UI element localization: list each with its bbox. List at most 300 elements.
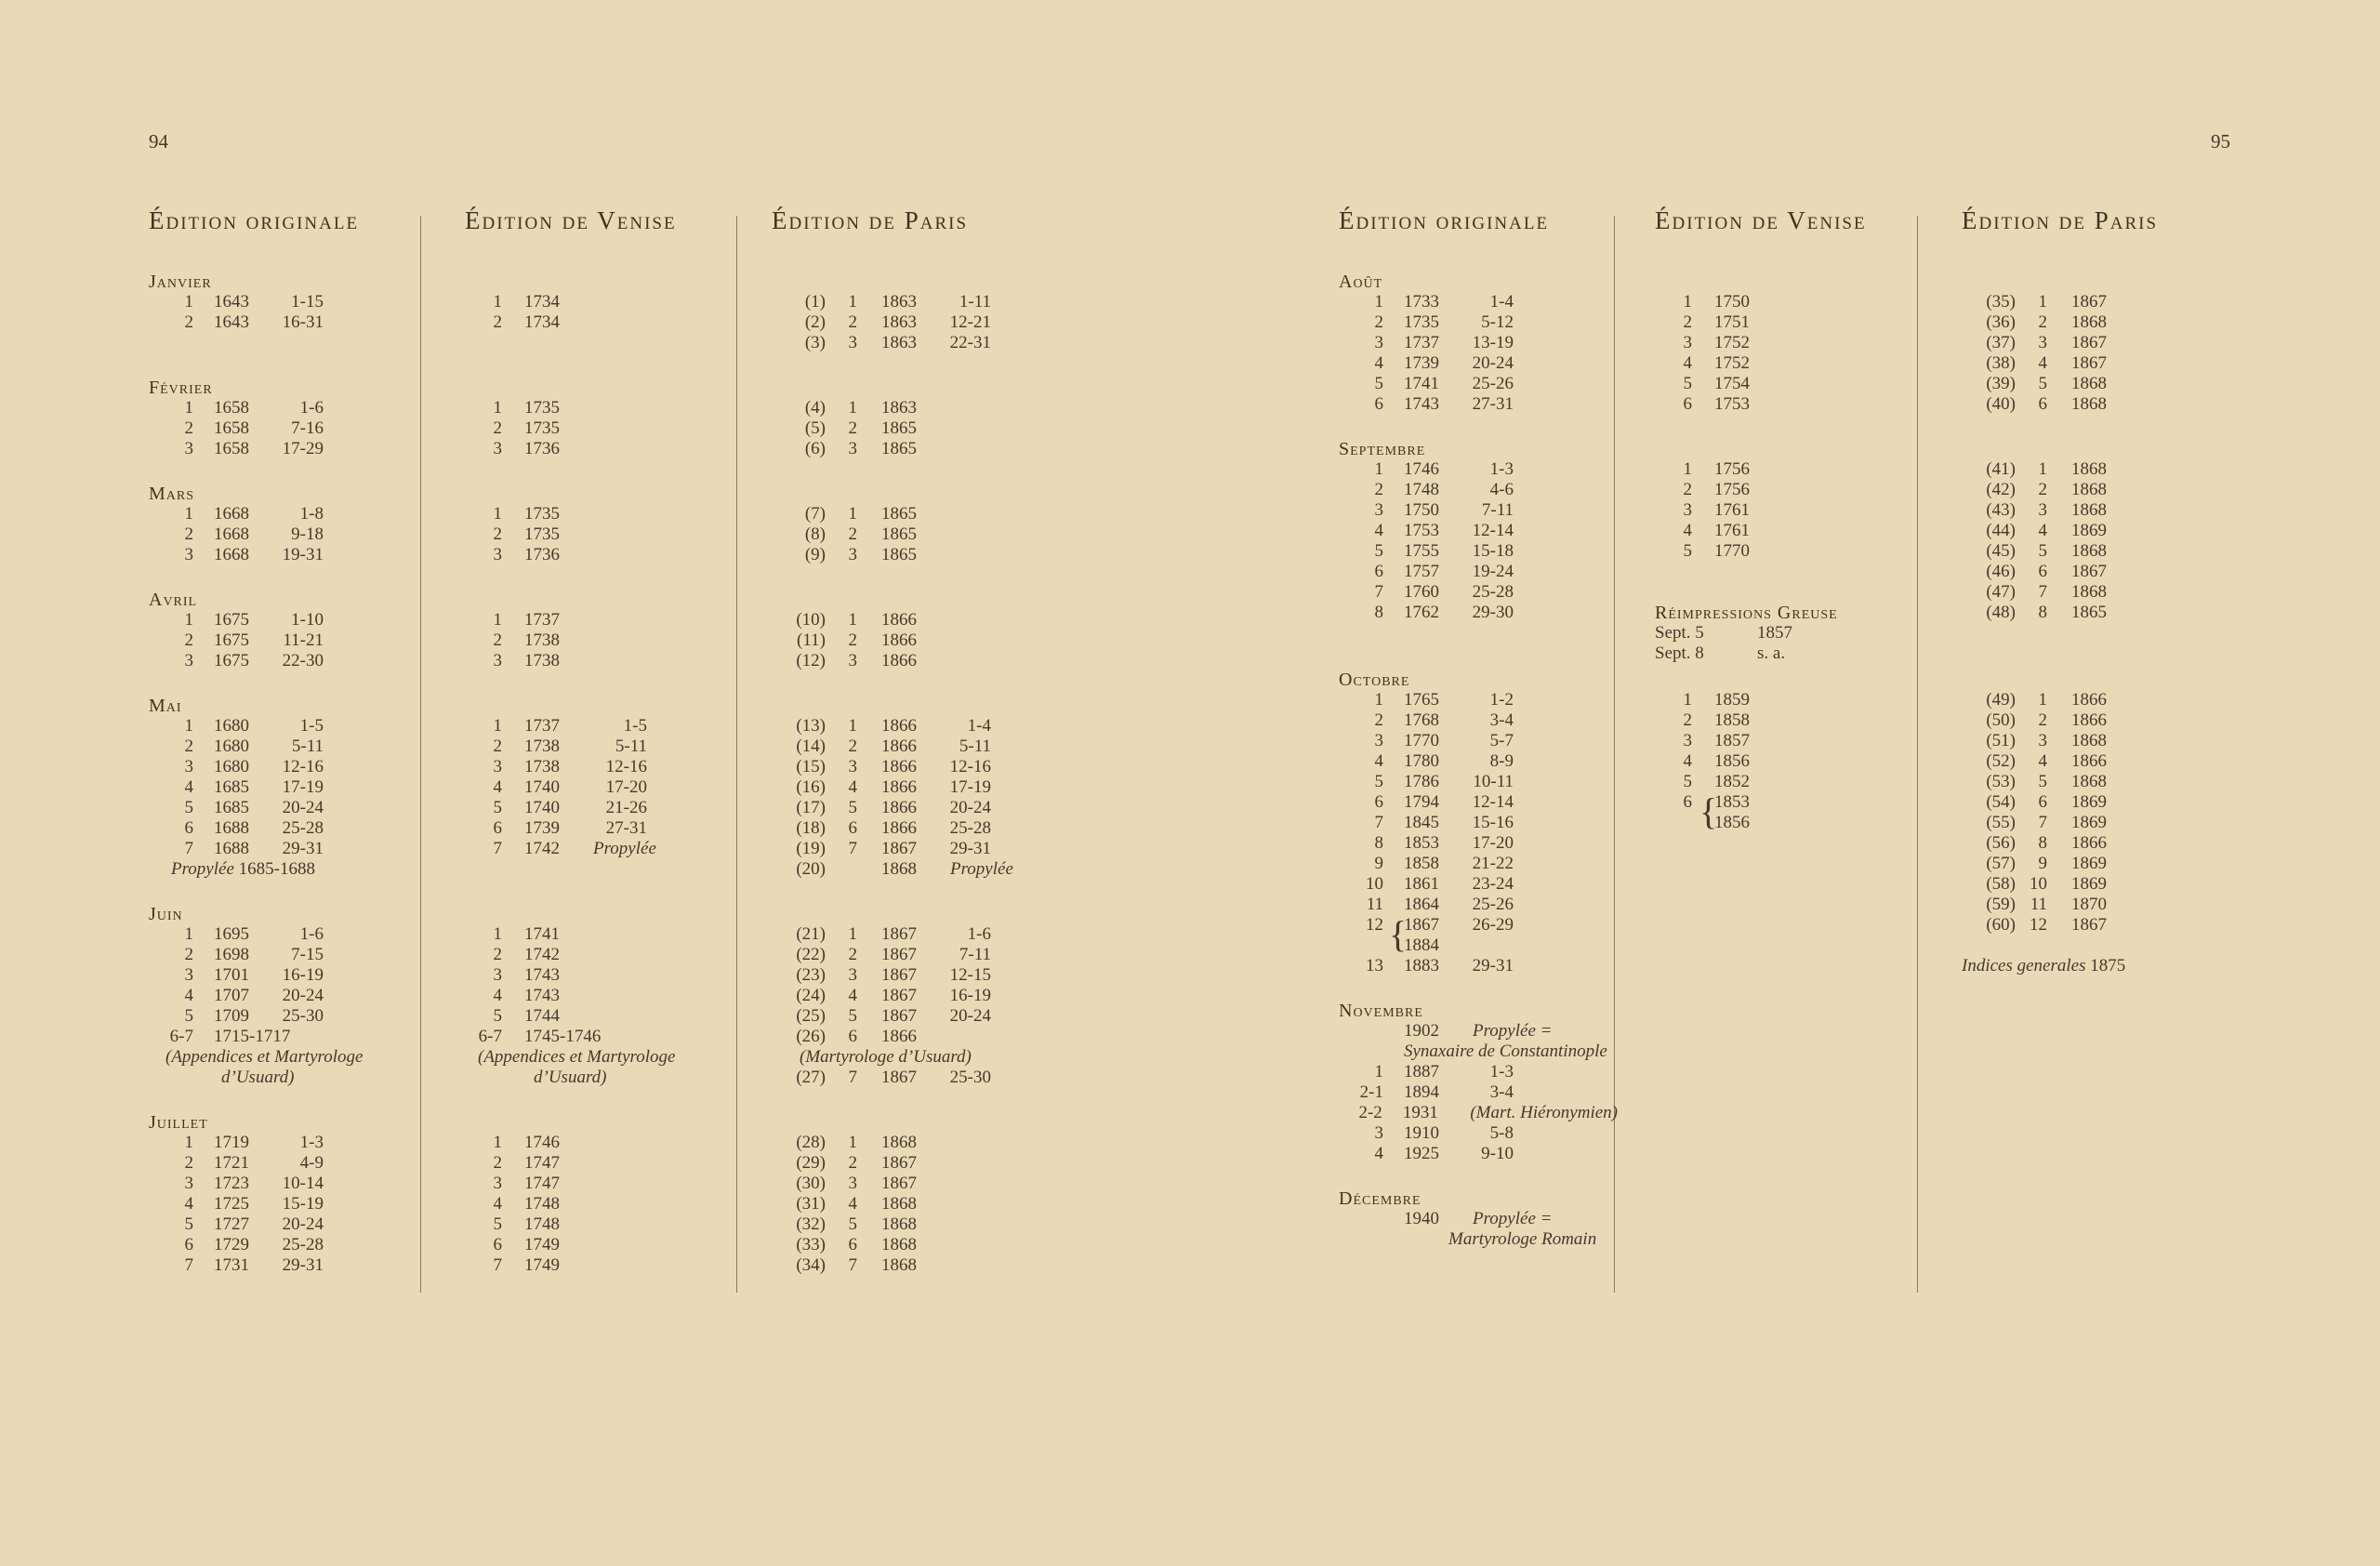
column-edition-paris bbox=[772, 272, 1013, 353]
volume-number: 4 bbox=[493, 777, 502, 797]
volume-number: 2 bbox=[1683, 312, 1692, 332]
paris-ref-tag: (20) bbox=[796, 859, 826, 879]
left-page-table bbox=[149, 272, 1013, 1300]
day-range: 29-30 bbox=[1472, 603, 1514, 622]
edition-row bbox=[772, 1194, 1013, 1214]
edition-row bbox=[149, 1174, 428, 1194]
paris-ref-tag: (26) bbox=[796, 1027, 826, 1046]
edition-year: 1866 bbox=[2071, 751, 2107, 771]
edition-row bbox=[149, 312, 428, 333]
day-range: 1-4 bbox=[967, 716, 991, 736]
edition-row bbox=[465, 398, 725, 418]
edition-row bbox=[149, 818, 428, 839]
edition-year: 1658 bbox=[214, 398, 249, 418]
edition-year: 1866 bbox=[881, 757, 917, 776]
paris-ref-tag: (51) bbox=[1986, 731, 2016, 750]
edition-year: 1867 bbox=[881, 1068, 917, 1087]
edition-year: 1675 bbox=[214, 630, 249, 650]
volume-number: 2 bbox=[184, 945, 193, 964]
edition-row bbox=[465, 1255, 725, 1276]
edition-row bbox=[1962, 854, 2203, 874]
edition-year: 1865 bbox=[881, 524, 917, 544]
day-range: 25-26 bbox=[1472, 374, 1514, 393]
edition-row bbox=[1339, 854, 1618, 874]
edition-year: 1867 bbox=[881, 1174, 917, 1193]
column-header-original-left: Édition originale bbox=[149, 206, 360, 234]
day-range: 17-19 bbox=[949, 777, 991, 797]
volume-number: 3 bbox=[2038, 731, 2047, 750]
month-band bbox=[149, 272, 1013, 353]
column-header-original-right: Édition originale bbox=[1339, 206, 1550, 234]
reprint-row bbox=[1655, 644, 1915, 664]
volume-number: 5 bbox=[184, 798, 193, 817]
day-range: 29-31 bbox=[282, 839, 324, 858]
day-range: 17-29 bbox=[282, 439, 324, 458]
paris-ref-tag: (56) bbox=[1986, 833, 2016, 853]
edition-row bbox=[1339, 500, 1618, 521]
right-page-table bbox=[1339, 272, 2203, 1274]
edition-row bbox=[465, 839, 725, 859]
edition-year: 1745-1746 bbox=[524, 1027, 602, 1046]
edition-year: 1931 bbox=[1402, 1103, 1438, 1122]
month-band bbox=[1339, 1001, 2203, 1164]
volume-number: 3 bbox=[848, 651, 857, 670]
edition-row bbox=[465, 1027, 725, 1047]
edition-row bbox=[149, 737, 428, 757]
volume-number: 7 bbox=[2038, 813, 2047, 832]
edition-row bbox=[149, 398, 428, 418]
volume-number: 4 bbox=[184, 986, 193, 1005]
column-edition-paris bbox=[1962, 1001, 2203, 1164]
reprint-date: Sept. 5 bbox=[1655, 623, 1704, 643]
volume-number: 4 bbox=[184, 777, 193, 797]
edition-year: 1884 bbox=[1404, 936, 1439, 955]
edition-year: 1749 bbox=[524, 1255, 560, 1275]
edition-row bbox=[1962, 792, 2203, 813]
edition-year: 1723 bbox=[214, 1174, 249, 1193]
volume-number: 5 bbox=[1374, 772, 1383, 791]
edition-year: 1857 bbox=[1714, 731, 1750, 750]
edition-year: 1865 bbox=[881, 439, 917, 458]
column-edition-originale bbox=[149, 904, 428, 1088]
edition-row bbox=[772, 945, 1013, 965]
volume-number: 8 bbox=[1374, 833, 1383, 853]
edition-year: 1738 bbox=[524, 757, 560, 776]
edition-row bbox=[1339, 582, 1618, 603]
volume-number: 6 bbox=[493, 1235, 502, 1254]
edition-year: 1863 bbox=[881, 292, 917, 312]
volume-number: 2 bbox=[848, 312, 857, 332]
edition-year: 1868 bbox=[881, 1214, 917, 1234]
volume-number: 2 bbox=[493, 1153, 502, 1173]
day-range: 20-24 bbox=[282, 798, 324, 817]
column-edition-venise bbox=[465, 696, 725, 880]
volume-number: 7 bbox=[184, 1255, 193, 1275]
edition-year: 1866 bbox=[881, 1027, 917, 1046]
edition-row bbox=[465, 716, 725, 737]
month-label: Septembre bbox=[1339, 439, 1426, 459]
volume-number: 3 bbox=[848, 757, 857, 776]
edition-row bbox=[149, 945, 428, 965]
edition-row bbox=[1655, 480, 1915, 500]
volume-number: 8 bbox=[1374, 603, 1383, 622]
volume-number: 6 bbox=[848, 1027, 857, 1046]
edition-year: 1747 bbox=[524, 1153, 560, 1173]
edition-year: 1740 bbox=[524, 777, 560, 797]
day-range: 10-11 bbox=[1473, 772, 1514, 791]
edition-row bbox=[149, 610, 428, 630]
volume-number: 6 bbox=[184, 1235, 193, 1254]
edition-year: 1867 bbox=[881, 1153, 917, 1173]
edition-year: 1868 bbox=[881, 1235, 917, 1254]
edition-year: 1756 bbox=[1714, 459, 1750, 479]
day-range: 1-6 bbox=[299, 398, 324, 418]
edition-year: 1688 bbox=[214, 839, 249, 858]
edition-row bbox=[1962, 374, 2203, 394]
paris-ref-tag: (19) bbox=[796, 839, 826, 858]
volume-number: 8 bbox=[2038, 833, 2047, 853]
column-edition-venise bbox=[1655, 439, 1915, 664]
volume-number: 1 bbox=[184, 292, 193, 312]
edition-row bbox=[1962, 603, 2203, 623]
edition-year: 1864 bbox=[1404, 895, 1439, 914]
day-range: 12-16 bbox=[605, 757, 647, 776]
column-edition-venise bbox=[465, 590, 725, 671]
volume-number: 2 bbox=[493, 630, 502, 650]
column-edition-paris bbox=[772, 904, 1013, 1088]
volume-number: 1 bbox=[493, 292, 502, 312]
edition-year: 1867 bbox=[881, 945, 917, 964]
edition-row bbox=[1962, 895, 2203, 915]
edition-year: 1735 bbox=[524, 418, 560, 438]
day-range: 4-9 bbox=[299, 1153, 324, 1173]
edition-year: 1753 bbox=[1714, 394, 1750, 414]
volume-number: 2 bbox=[493, 737, 502, 756]
edition-row bbox=[1962, 394, 2203, 415]
edition-year: 1748 bbox=[524, 1194, 560, 1214]
volume-number: 1 bbox=[848, 504, 857, 524]
edition-row bbox=[772, 398, 1013, 418]
edition-row bbox=[1339, 731, 1618, 751]
paris-ref-tag: (53) bbox=[1986, 772, 2016, 791]
edition-year: 1902 bbox=[1404, 1021, 1439, 1041]
edition-row bbox=[1339, 459, 1618, 480]
column-edition-venise bbox=[1655, 1188, 1915, 1250]
month-label: Mars bbox=[149, 484, 195, 504]
day-range: 3-4 bbox=[1489, 710, 1514, 730]
edition-year: 1868 bbox=[2071, 541, 2107, 561]
reprint-year: s. a. bbox=[1757, 644, 1786, 663]
column-edition-paris bbox=[772, 1112, 1013, 1276]
volume-number: 5 bbox=[1683, 541, 1692, 561]
paris-ref-tag: (45) bbox=[1986, 541, 2016, 561]
volume-number: 1 bbox=[848, 1133, 857, 1152]
column-edition-venise bbox=[465, 272, 725, 353]
edition-year: 1780 bbox=[1404, 751, 1439, 771]
edition-year: 1925 bbox=[1404, 1144, 1439, 1163]
edition-row bbox=[465, 651, 725, 671]
volume-number: 5 bbox=[184, 1006, 193, 1026]
edition-row bbox=[1655, 333, 1915, 353]
day-range: 1-6 bbox=[299, 924, 324, 944]
paris-ref-tag: (27) bbox=[796, 1068, 826, 1087]
volume-number: 1 bbox=[184, 924, 193, 944]
day-range: 20-24 bbox=[282, 1214, 324, 1234]
volume-number: 3 bbox=[184, 965, 193, 985]
paris-ref-tag: (54) bbox=[1986, 792, 2016, 812]
edition-year: 1866 bbox=[2071, 690, 2107, 710]
edition-row bbox=[1655, 353, 1915, 374]
column-edition-paris bbox=[772, 378, 1013, 459]
edition-row bbox=[1339, 1144, 1618, 1164]
volume-number: 5 bbox=[1374, 541, 1383, 561]
reprint-date: Sept. 8 bbox=[1655, 644, 1704, 663]
column-edition-venise bbox=[465, 484, 725, 565]
edition-row bbox=[772, 716, 1013, 737]
edition-year: 1731 bbox=[214, 1255, 249, 1275]
edition-year: 1867 bbox=[2071, 292, 2107, 312]
paris-ref-tag: (36) bbox=[1986, 312, 2016, 332]
paris-ref-tag: (12) bbox=[796, 651, 826, 670]
edition-year: 1658 bbox=[214, 418, 249, 438]
edition-year: 1866 bbox=[881, 716, 917, 736]
edition-year: 1744 bbox=[524, 1006, 560, 1026]
paris-ref-tag: (59) bbox=[1986, 895, 2016, 914]
volume-number: 2 bbox=[848, 418, 857, 438]
volume-number: 12 bbox=[2030, 915, 2047, 935]
volume-number: 1 bbox=[2038, 690, 2047, 710]
day-range: 7-11 bbox=[1481, 500, 1514, 520]
spacer-line bbox=[1655, 562, 1915, 582]
paris-ref-tag: (14) bbox=[796, 737, 826, 756]
edition-row bbox=[772, 737, 1013, 757]
edition-row bbox=[1962, 772, 2203, 792]
paris-ref-tag: (3) bbox=[804, 333, 826, 352]
paris-ref-tag: (29) bbox=[796, 1153, 826, 1173]
month-band bbox=[1339, 272, 2203, 415]
volume-number: 3 bbox=[184, 545, 193, 564]
day-range: 27-31 bbox=[605, 818, 647, 838]
edition-row bbox=[772, 651, 1013, 671]
edition-row bbox=[149, 504, 428, 524]
edition-row bbox=[149, 1006, 428, 1027]
edition-year: 1685 bbox=[214, 777, 249, 797]
edition-year: 1695 bbox=[214, 924, 249, 944]
note-roman: 1685-1688 bbox=[233, 859, 315, 879]
volume-number: 7 bbox=[1374, 582, 1383, 602]
edition-year: 1738 bbox=[524, 630, 560, 650]
volume-number: 1 bbox=[184, 1133, 193, 1152]
paris-ref-tag: (32) bbox=[796, 1214, 826, 1234]
month-band bbox=[149, 590, 1013, 671]
edition-row bbox=[1962, 333, 2203, 353]
edition-row bbox=[772, 1027, 1013, 1047]
volume-number: 4 bbox=[2038, 751, 2047, 771]
volume-number: 11 bbox=[2030, 895, 2047, 914]
volume-number: 6 bbox=[2038, 792, 2047, 812]
edition-row bbox=[149, 716, 428, 737]
day-range: 20-24 bbox=[949, 798, 991, 817]
paris-ref-tag: (2) bbox=[804, 312, 826, 332]
volume-number: 3 bbox=[493, 965, 502, 985]
note-line bbox=[1962, 956, 2203, 976]
edition-row bbox=[149, 965, 428, 986]
edition-row bbox=[1339, 1123, 1618, 1144]
edition-year: 1866 bbox=[881, 777, 917, 797]
edition-row bbox=[1962, 562, 2203, 582]
volume-number: 6 bbox=[848, 1235, 857, 1254]
edition-row bbox=[1962, 292, 2203, 312]
edition-year: 1794 bbox=[1404, 792, 1439, 812]
edition-row bbox=[1339, 521, 1618, 541]
paris-ref-tag: (28) bbox=[796, 1133, 826, 1152]
paris-ref-tag: (31) bbox=[796, 1194, 826, 1214]
edition-row bbox=[149, 292, 428, 312]
edition-row bbox=[149, 545, 428, 565]
edition-year: 1675 bbox=[214, 651, 249, 670]
edition-year: 1852 bbox=[1714, 772, 1750, 791]
day-range: 25-28 bbox=[282, 1235, 324, 1254]
edition-year: 1760 bbox=[1404, 582, 1439, 602]
paris-ref-tag: (50) bbox=[1986, 710, 2016, 730]
month-label: Octobre bbox=[1339, 670, 1410, 690]
paris-ref-tag: (22) bbox=[796, 945, 826, 964]
edition-row bbox=[465, 818, 725, 839]
edition-row bbox=[1655, 772, 1915, 792]
edition-row bbox=[465, 757, 725, 777]
edition-year: 1668 bbox=[214, 504, 249, 524]
volume-number: 8 bbox=[2038, 603, 2047, 622]
paris-ref-tag: (15) bbox=[796, 757, 826, 776]
volume-number: 1 bbox=[184, 398, 193, 418]
edition-row bbox=[1339, 772, 1618, 792]
month-band bbox=[149, 378, 1013, 459]
edition-year: 1680 bbox=[214, 737, 249, 756]
volume-number: 1 bbox=[493, 924, 502, 944]
edition-row bbox=[465, 1235, 725, 1255]
edition-row bbox=[149, 1027, 428, 1047]
edition-year: 1867 bbox=[2071, 353, 2107, 373]
day-range: 25-28 bbox=[1472, 582, 1514, 602]
edition-row bbox=[772, 757, 1013, 777]
edition-year: 1739 bbox=[524, 818, 560, 838]
volume-number: 5 bbox=[184, 1214, 193, 1234]
edition-row bbox=[149, 524, 428, 545]
month-label: Août bbox=[1339, 272, 1383, 292]
edition-row bbox=[149, 757, 428, 777]
edition-row bbox=[149, 839, 428, 859]
column-edition-paris bbox=[772, 590, 1013, 671]
note-line: (Martyrologe d’Usuard) bbox=[800, 1047, 972, 1067]
day-range: 15-18 bbox=[1472, 541, 1514, 561]
edition-year: 1743 bbox=[1404, 394, 1439, 414]
paris-ref-tag: (17) bbox=[796, 798, 826, 817]
volume-number: 4 bbox=[1683, 353, 1692, 373]
column-edition-venise bbox=[1655, 670, 1915, 976]
edition-year: 1867 bbox=[1404, 915, 1439, 935]
day-range: 12-15 bbox=[949, 965, 991, 985]
paris-ref-tag: (37) bbox=[1986, 333, 2016, 352]
edition-row bbox=[772, 418, 1013, 439]
edition-year: 1853 bbox=[1404, 833, 1439, 853]
month-band bbox=[1339, 1188, 2203, 1250]
edition-row bbox=[772, 333, 1013, 353]
edition-row bbox=[465, 1006, 725, 1027]
edition-year: 1748 bbox=[524, 1214, 560, 1234]
volume-number: 3 bbox=[848, 1174, 857, 1193]
volume-number: 1 bbox=[848, 292, 857, 312]
note-line: d’Usuard) bbox=[534, 1068, 607, 1087]
note-italic: Indices generales bbox=[1962, 956, 2086, 975]
volume-number: 5 bbox=[1683, 374, 1692, 393]
paris-ref-tag: (58) bbox=[1986, 874, 2016, 894]
day-range: 15-19 bbox=[282, 1194, 324, 1214]
day-range: 5-11 bbox=[615, 737, 647, 756]
volume-number: 1 bbox=[1683, 459, 1692, 479]
month-label: Novembre bbox=[1339, 1001, 1423, 1021]
day-range: 1-5 bbox=[299, 716, 324, 736]
edition-row bbox=[465, 737, 725, 757]
month-label: Décembre bbox=[1339, 1188, 1421, 1209]
volume-number: 1 bbox=[1374, 1062, 1383, 1082]
edition-row bbox=[772, 1214, 1013, 1235]
edition-row bbox=[465, 1214, 725, 1235]
edition-year: 1734 bbox=[524, 292, 560, 312]
note-line: Martyrologe Romain bbox=[1448, 1229, 1597, 1249]
volume-number: 1 bbox=[2038, 459, 2047, 479]
volume-number: 7 bbox=[848, 839, 857, 858]
volume-number: 2 bbox=[184, 312, 193, 332]
edition-row bbox=[1339, 956, 1618, 976]
volume-number: 5 bbox=[1374, 374, 1383, 393]
edition-year: 1868 bbox=[2071, 312, 2107, 332]
edition-year: 1680 bbox=[214, 716, 249, 736]
edition-row bbox=[1339, 333, 1618, 353]
volume-number: 6 bbox=[2038, 562, 2047, 581]
volume-number: 3 bbox=[493, 1174, 502, 1193]
edition-year: 1868 bbox=[2071, 731, 2107, 750]
paris-ref-tag: (8) bbox=[804, 524, 826, 544]
pages-note: Propylée = bbox=[1473, 1021, 1553, 1041]
day-range: 9-18 bbox=[291, 524, 324, 544]
edition-row bbox=[1339, 292, 1618, 312]
edition-year: 1762 bbox=[1404, 603, 1439, 622]
edition-year: 1910 bbox=[1404, 1123, 1439, 1143]
edition-year: 1757 bbox=[1404, 562, 1439, 581]
paris-ref-tag: (49) bbox=[1986, 690, 2016, 710]
edition-year: 1867 bbox=[881, 1006, 917, 1026]
day-range: 7-16 bbox=[291, 418, 324, 438]
edition-row bbox=[1655, 394, 1915, 415]
edition-year: 1658 bbox=[214, 439, 249, 458]
volume-number: 3 bbox=[493, 651, 502, 670]
month-band bbox=[149, 696, 1013, 880]
edition-row bbox=[772, 986, 1013, 1006]
volume-number: 4 bbox=[2038, 353, 2047, 373]
volume-number: 2 bbox=[184, 630, 193, 650]
volume-number: 5 bbox=[493, 1214, 502, 1234]
volume-number: 1 bbox=[2038, 292, 2047, 312]
day-range: 16-31 bbox=[282, 312, 324, 332]
edition-year: 1868 bbox=[2071, 500, 2107, 520]
paris-ref-tag: (46) bbox=[1986, 562, 2016, 581]
paris-ref-tag: (35) bbox=[1986, 292, 2016, 312]
paris-ref-tag: (6) bbox=[804, 439, 826, 458]
volume-number: 3 bbox=[1683, 500, 1692, 520]
volume-number: 1 bbox=[493, 504, 502, 524]
volume-number: 2 bbox=[493, 312, 502, 332]
volume-number: 1 bbox=[493, 1133, 502, 1152]
